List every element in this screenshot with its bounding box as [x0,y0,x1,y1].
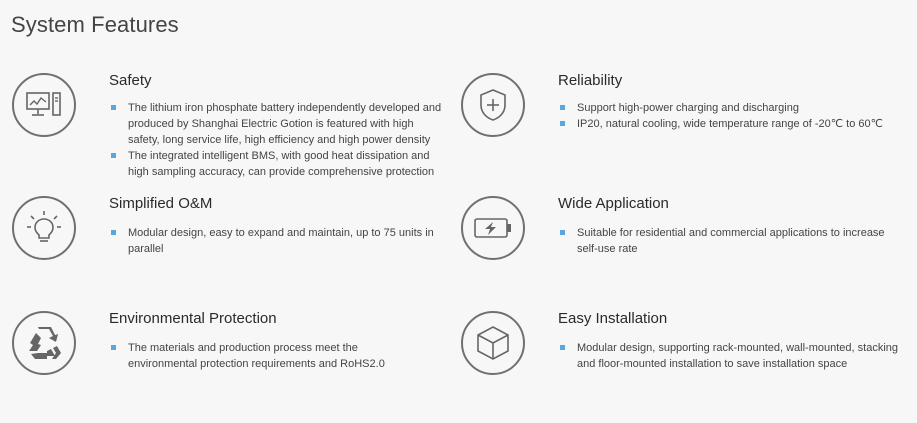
list-item: The integrated intelligent BMS, with good heat dissipation and high sampling accuracy, can provide comprehensive protection [109,148,444,180]
feature-title: Reliability [558,72,623,89]
computer-icon [24,90,64,120]
shield-icon [478,88,508,122]
page-title: System Features [11,12,179,37]
feature-icon-circle [461,196,525,260]
feature-title: Safety [109,72,152,89]
feature-title: Easy Installation [558,310,668,327]
feature-bullets [558,225,893,257]
feature-icon-circle [12,196,76,260]
lightbulb-icon [25,209,63,247]
feature-title: Environmental Protection [109,310,277,327]
battery-icon [473,216,513,240]
recycle-icon [25,325,63,361]
feature-bullets [109,340,429,372]
list-item: The lithium iron phosphate battery independently developed and produced by Shanghai Electric Gotion is featured with high safety, long service life, high efficiency and high power density [109,100,444,148]
feature-icon-circle [12,73,76,137]
list-item: Modular design, supporting rack-mounted, wall-mounted, stacking and floor-mounted installation to save installation space [558,340,898,372]
feature-icon-circle [12,311,76,375]
feature-bullets [109,100,444,180]
feature-icon-circle [461,73,525,137]
feature-bullets [109,225,444,257]
feature-title: Simplified O&M [109,195,213,212]
feature-title: Wide Application [558,195,669,212]
list-item: Modular design, easy to expand and maintain, up to 75 units in parallel [109,225,444,257]
feature-bullets [558,340,898,372]
list-item: Support high-power charging and discharging [558,100,898,116]
feature-icon-circle [461,311,525,375]
list-item: Suitable for residential and commercial applications to increase self-use rate [558,225,893,257]
list-item: The materials and production process meet the environmental protection requirements and RoHS2.0 [109,340,429,372]
cube-icon [474,324,512,362]
feature-bullets [558,100,898,132]
list-item: IP20, natural cooling, wide temperature range of -20℃ to 60℃ [558,116,898,132]
